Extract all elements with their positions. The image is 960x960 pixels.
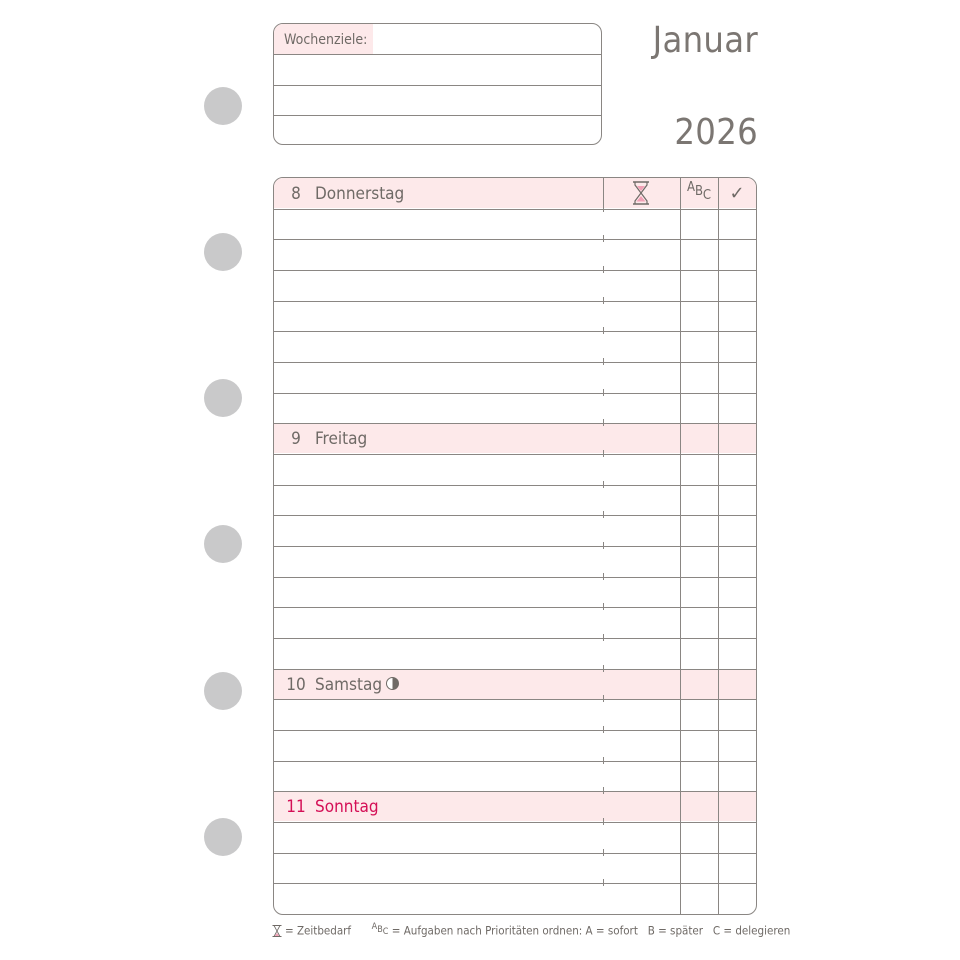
priority-abc-icon: ABC [687,180,711,203]
day-number: 8 [291,184,301,204]
time-tick [603,511,604,518]
day-name: Freitag [315,429,368,449]
binder-hole [204,87,242,125]
time-tick [603,573,604,580]
time-tick [603,695,604,702]
time-tick [603,603,604,610]
check-icon: ✓ [729,183,745,203]
goals-line[interactable] [274,54,601,55]
time-tick [603,849,604,856]
hourglass-legend-icon [272,925,282,937]
day-number: 11 [286,797,306,817]
day-schedule-table[interactable] [273,177,757,915]
ruled-line [274,853,756,854]
weekly-goals-label: Wochenziele: [274,24,373,54]
time-tick [603,450,604,457]
month-title: Januar [652,20,758,61]
ruled-line [274,546,756,547]
weekly-goals-box[interactable] [273,23,602,145]
ruled-line [274,331,756,332]
binder-hole [204,818,242,856]
ruled-line [274,393,756,394]
day-name: Donnerstag [315,184,405,204]
time-tick [603,879,604,886]
time-tick [603,389,604,396]
ruled-line [274,761,756,762]
time-tick [603,205,604,212]
day-name: Samstag [315,675,383,695]
binder-hole [204,672,242,710]
time-tick [603,481,604,488]
legend-footer [272,923,790,938]
year-title: 2026 [674,112,758,153]
time-tick [603,542,604,549]
binder-hole [204,525,242,563]
ruled-line [274,515,756,516]
goals-line[interactable] [274,85,601,86]
ruled-line [274,730,756,731]
time-tick [603,297,604,304]
priority-column-divider [680,178,681,914]
time-tick [603,726,604,733]
ruled-line [274,362,756,363]
half-moon-icon [386,677,399,690]
time-tick [603,665,604,672]
ruled-line [274,577,756,578]
time-tick [603,787,604,794]
time-tick [603,235,604,242]
ruled-line [274,883,756,884]
time-tick [603,634,604,641]
ruled-line [274,270,756,271]
day-number: 10 [286,675,306,695]
binder-hole [204,379,242,417]
ruled-line [274,638,756,639]
time-tick [603,358,604,365]
legend-time-text: = Zeitbedarf [285,923,352,938]
day-name: Sonntag [315,797,379,817]
legend-priority-text: = Aufgaben nach Prioritäten ordnen: A = sofort B = später C = delegieren [391,923,791,938]
binder-hole [204,233,242,271]
time-tick [603,757,604,764]
done-column-divider [718,178,719,914]
ruled-line [274,301,756,302]
ruled-line [274,239,756,240]
time-column-divider [603,178,604,208]
ruled-line [274,485,756,486]
hourglass-icon [630,178,652,208]
ruled-line [274,607,756,608]
time-tick [603,818,604,825]
goals-line[interactable] [274,115,601,116]
time-tick [603,327,604,334]
time-tick [603,419,604,426]
time-tick [603,266,604,273]
day-number: 9 [291,429,301,449]
priority-abc-legend-icon: ABC [371,922,389,938]
